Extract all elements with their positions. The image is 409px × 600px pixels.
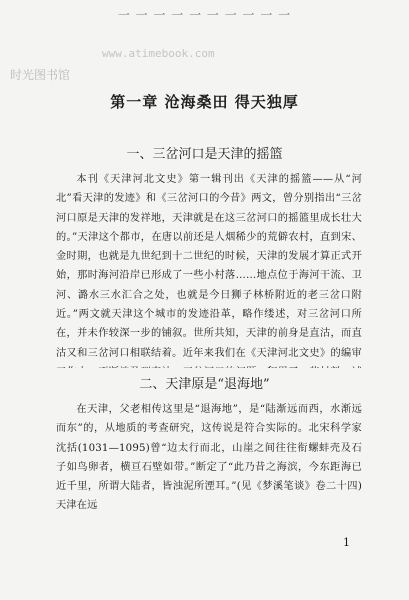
section-heading-1: 一、三岔河口是天津的摇篮 — [126, 147, 283, 162]
top-edge-marks: 一 一 一 一 一 一 一 一 一 一 — [117, 8, 292, 22]
chapter-title: 第一章 沧海桑田 得天独厚 — [110, 93, 299, 111]
section-1-paragraph: 本刊《天津河北文史》第一辑刊出《天津的摇篮——从“河北”看天津的发迹》和《三岔河口的今昔》两文，曾分别指出“三岔河口原是天津的发祥地，天津就是在这三岔河口的摇篮里成长壮大的。”天津这个都市，在唐以前还是人烟稀少的荒僻农村，直到宋、金时期，也就是九世纪到十二世纪的时候，天津的发展才算正式开始，那时海河沿岸已形成了一些小村落……地点位于海河干流、卫河、潞水三水汇合之处，也就是今日狮子林桥附近的老三岔口附近。”两文就天津这个城市的发迹沿革，略作缕述，对三岔河口所在，并未作较深一步的铺叙。世所共知，天津的前身是直沽，而直沽又和三岔河口相联结着。近年来我们在《天津河北文史》的编审 — [56, 174, 362, 359]
section-heading-2: 二、天津原是“退海地” — [139, 377, 270, 392]
section-2-paragraph: 在天津，父老相传这里是“退海地”，是“陆渐远而西，水渐远而东”的，从地质的考查研究，这传说是符合实际的。北宋科学家沈括(1031—1095)曾“边太行而北，山崖之间往往衔螺蚌壳及石子如鸟卵者，横亘石壁如带。”断定了“此乃昔之海滨，今东距海已近千里，所谓大陆者，皆浊泥所湮耳。”(见《梦溪笔谈》卷二十四)天津在远 — [56, 404, 362, 512]
watermark-url: www.atimebook.com — [102, 47, 215, 60]
page-number: 1 — [343, 536, 350, 549]
watermark-site-name: 时光图书馆 — [10, 68, 71, 82]
